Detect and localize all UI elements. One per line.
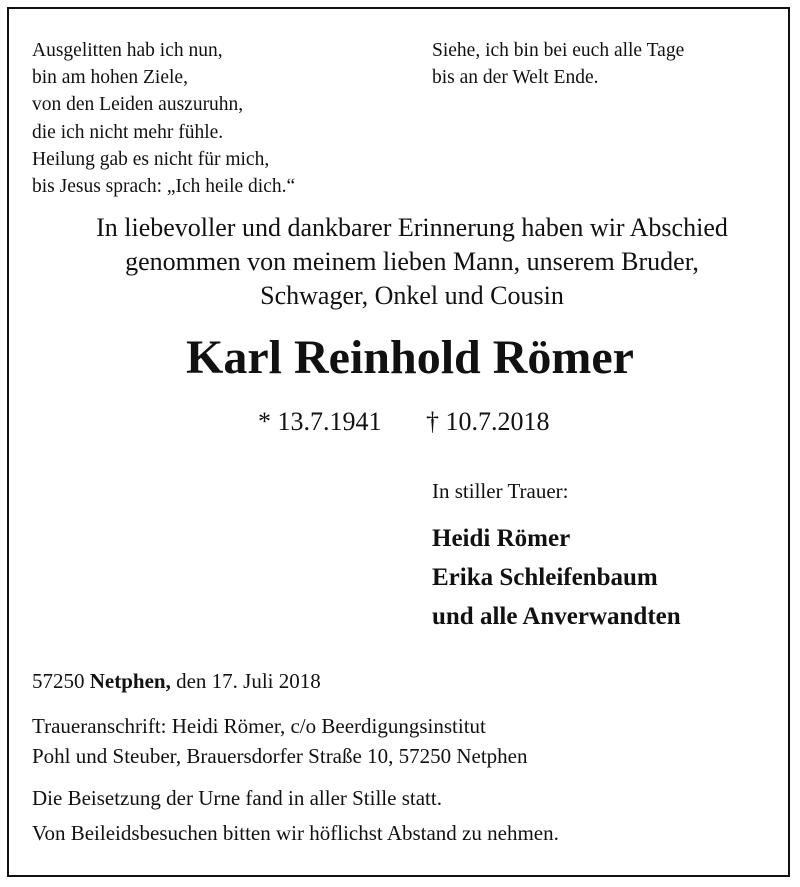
death-date: † 10.7.2018	[426, 407, 550, 436]
poem-right-line: Siehe, ich bin bei euch alle Tage	[432, 40, 685, 61]
intro-line: genommen von meinem lieben Mann, unserem Bruder,	[125, 247, 699, 276]
postcode: 57250	[32, 669, 85, 693]
birth-date: * 13.7.1941	[258, 407, 382, 436]
intro-text	[22, 211, 800, 313]
mourner-name: Erika Schleifenbaum	[432, 564, 658, 591]
mourning-block	[432, 476, 681, 636]
address-line: Traueranschrift: Heidi Römer, c/o Beerdigungsinstitut	[32, 714, 486, 738]
address-line: Pohl und Steuber, Brauersdorfer Straße 10, 57250 Netphen	[32, 744, 528, 768]
poem-left-line: bis Jesus sprach: „Ich heile dich.“	[32, 176, 296, 198]
deceased-name: Karl Reinhold Römer	[186, 331, 634, 384]
mourning-address	[32, 711, 527, 771]
poem-right-line: bis an der Welt Ende.	[432, 67, 599, 89]
burial-note: Die Beisetzung der Urne fand in aller Stille statt.	[32, 786, 442, 810]
mourners-list	[432, 519, 681, 636]
poem-left-line: die ich nicht mehr fühle.	[32, 121, 224, 143]
poem-left-line: von den Leiden auszuruhn,	[32, 94, 244, 116]
poem-left-line: bin am hohen Ziele,	[32, 67, 188, 89]
poem-left-line: Ausgelitten hab ich nun,	[32, 40, 223, 61]
mourner-name: und alle Anverwandten	[432, 603, 681, 630]
poem-left	[32, 37, 295, 200]
city: Netphen,	[89, 669, 171, 693]
intro-line: In liebevoller und dankbarer Erinnerung haben wir Abschied	[96, 213, 728, 242]
condolence-note: Von Beileidsbesuchen bitten wir höflichst Abstand zu nehmen.	[32, 821, 559, 845]
poem-left-line: Heilung gab es nicht für mich,	[32, 148, 270, 170]
mourner-name: Heidi Römer	[432, 525, 571, 552]
intro-line: Schwager, Onkel und Cousin	[260, 281, 564, 310]
poem-right	[432, 37, 684, 91]
mourning-label: In stiller Trauer:	[432, 479, 569, 503]
notice-date: den 17. Juli 2018	[176, 669, 321, 693]
place-date-line	[32, 666, 321, 696]
